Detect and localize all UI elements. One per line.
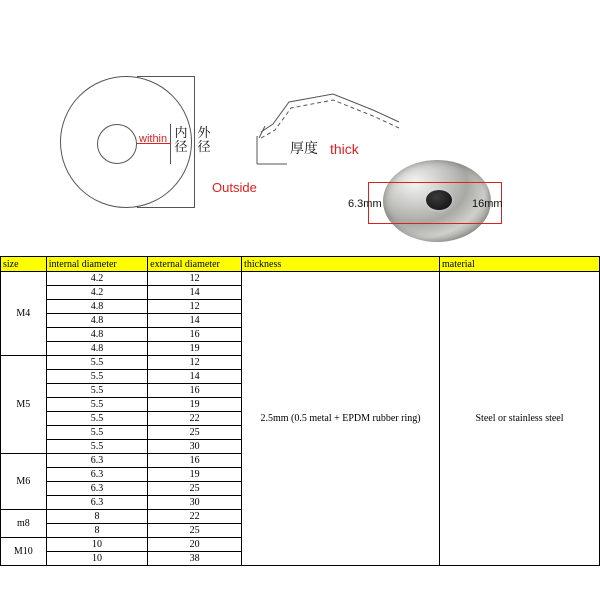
outside-label: Outside <box>212 180 257 195</box>
cell-internal-diameter: 5.5 <box>46 356 147 370</box>
cell-external-diameter: 22 <box>148 510 242 524</box>
cell-external-diameter: 19 <box>148 342 242 356</box>
cell-external-diameter: 25 <box>148 524 242 538</box>
cell-external-diameter: 16 <box>148 328 242 342</box>
cell-internal-diameter: 6.3 <box>46 482 147 496</box>
cell-internal-diameter: 5.5 <box>46 426 147 440</box>
cell-internal-diameter: 5.5 <box>46 384 147 398</box>
thickness-label-en: thick <box>330 141 359 157</box>
table-header-row <box>1 257 600 272</box>
cell-size: M10 <box>1 538 47 566</box>
cell-internal-diameter: 8 <box>46 510 147 524</box>
cell-size: M5 <box>1 356 47 454</box>
cell-internal-diameter: 5.5 <box>46 370 147 384</box>
table-body <box>1 272 600 566</box>
within-label: within <box>139 133 168 145</box>
cell-external-diameter: 30 <box>148 496 242 510</box>
cell-internal-diameter: 6.3 <box>46 468 147 482</box>
cell-internal-diameter: 4.2 <box>46 272 147 286</box>
header-internal-diameter: internal diameter <box>46 257 147 272</box>
cell-internal-diameter: 5.5 <box>46 440 147 454</box>
cell-internal-diameter: 10 <box>46 538 147 552</box>
inner-dimension-line <box>170 124 171 164</box>
outer-measure-label: 16mm <box>472 198 503 210</box>
cell-size: M6 <box>1 454 47 510</box>
cell-external-diameter: 14 <box>148 314 242 328</box>
thickness-label-cn: 厚度 <box>290 140 318 156</box>
cell-material: Steel or stainless steel <box>440 272 600 566</box>
cell-external-diameter: 30 <box>148 440 242 454</box>
cell-internal-diameter: 6.3 <box>46 454 147 468</box>
cell-size: M4 <box>1 272 47 356</box>
cell-external-diameter: 14 <box>148 370 242 384</box>
diagram-area <box>0 0 600 256</box>
cell-external-diameter: 19 <box>148 398 242 412</box>
inner-measure-label: 6.3mm <box>348 198 382 210</box>
header-material: material <box>440 257 600 272</box>
header-size: size <box>1 257 47 272</box>
cell-internal-diameter: 4.2 <box>46 286 147 300</box>
cell-internal-diameter: 10 <box>46 552 147 566</box>
table-row <box>1 272 600 286</box>
cell-thickness: 2.5mm (0.5 metal + EPDM rubber ring) <box>242 272 440 566</box>
table-header <box>1 257 600 272</box>
cell-size: m8 <box>1 510 47 538</box>
header-thickness: thickness <box>242 257 440 272</box>
side-view-drawing <box>255 80 405 190</box>
inner-diameter-label-cn: 内径 <box>174 125 188 154</box>
cell-internal-diameter: 4.8 <box>46 314 147 328</box>
cell-external-diameter: 25 <box>148 426 242 440</box>
cell-external-diameter: 14 <box>148 286 242 300</box>
cell-external-diameter: 20 <box>148 538 242 552</box>
cell-external-diameter: 19 <box>148 468 242 482</box>
cell-internal-diameter: 4.8 <box>46 328 147 342</box>
cell-internal-diameter: 4.8 <box>46 342 147 356</box>
spec-table <box>0 256 600 566</box>
cell-external-diameter: 12 <box>148 300 242 314</box>
cell-external-diameter: 22 <box>148 412 242 426</box>
cell-internal-diameter: 8 <box>46 524 147 538</box>
cell-external-diameter: 12 <box>148 356 242 370</box>
header-external-diameter: external diameter <box>148 257 242 272</box>
washer-inner-circle <box>97 124 137 164</box>
cell-external-diameter: 16 <box>148 454 242 468</box>
outer-diameter-label-cn: 外径 <box>197 125 211 154</box>
cell-external-diameter: 38 <box>148 552 242 566</box>
cell-external-diameter: 16 <box>148 384 242 398</box>
cell-external-diameter: 25 <box>148 482 242 496</box>
cell-internal-diameter: 5.5 <box>46 412 147 426</box>
cell-internal-diameter: 4.8 <box>46 300 147 314</box>
cell-internal-diameter: 5.5 <box>46 398 147 412</box>
cell-external-diameter: 12 <box>148 272 242 286</box>
cell-internal-diameter: 6.3 <box>46 496 147 510</box>
